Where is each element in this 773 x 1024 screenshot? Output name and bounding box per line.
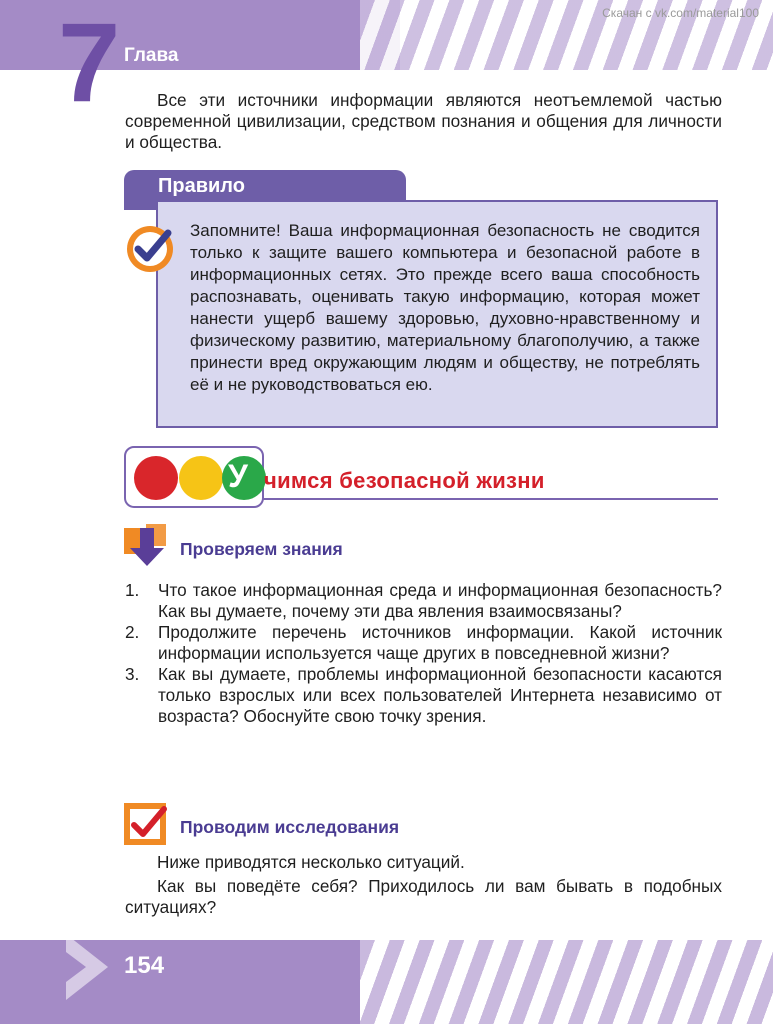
question-item xyxy=(125,580,722,622)
intro-paragraph: Все эти источники информации являются неотъемлемой частью современной цивилизации, средством познания и общения для личности и общества. xyxy=(125,90,722,152)
question-number: 1. xyxy=(125,580,140,600)
rule-title: Правило xyxy=(158,175,245,197)
page-number: 154 xyxy=(124,952,165,979)
footer-band xyxy=(0,940,773,1024)
checkmark-badge-icon xyxy=(124,223,176,275)
red-circle-icon xyxy=(134,456,178,500)
question-number: 2. xyxy=(125,622,140,642)
research-line-1: Ниже приводятся несколько ситуаций. xyxy=(157,852,465,872)
banner-underline xyxy=(262,498,718,500)
question-number: 3. xyxy=(125,664,140,684)
question-text: Продолжите перечень источников информации. Какой источник информации используется чаще других в повседневной жизни? xyxy=(158,622,722,663)
down-arrow-icon xyxy=(124,524,170,570)
questions-list xyxy=(125,580,722,727)
research-line-2: Как вы поведёте себя? Приходилось ли вам бывать в подобных ситуациях? xyxy=(125,876,722,917)
rule-text: Запомните! Ваша информационная безопасность не сводится только к защите вашего компьютера и безопасной работе в информационных сетях. Это прежде всего ваша способность распознавать, оценивать такую информацию, которая может нанести ущерб вашему здоровью, духовно-нравственному и физическому развитию, материальному благополучию, а также принести вред окружающим людям и обществу, не потреблять её и не руководствоваться ею. xyxy=(190,221,700,394)
chevron-right-icon xyxy=(62,932,112,1002)
source-note: Скачан с vk.com/material100 xyxy=(602,6,759,20)
check-box-icon xyxy=(124,803,170,849)
question-item xyxy=(125,664,722,727)
safe-life-title: чимся безопасной жизни xyxy=(264,468,545,493)
question-text: Как вы думаете, проблемы информационной безопасности касаются только взрослых или всех пользователей Интернета независимо от возраста? Обоснуйте свою точку зрения. xyxy=(158,664,722,726)
chapter-label: Глава xyxy=(124,45,179,66)
banner-initial-letter: У xyxy=(228,458,248,494)
question-item xyxy=(125,622,722,664)
chapter-number: 7 xyxy=(58,0,121,125)
question-text: Что такое информационная среда и информационная безопасность? Как вы думаете, почему эти два явления взаимосвязаны? xyxy=(158,580,722,621)
check-knowledge-title: Проверяем знания xyxy=(180,539,343,559)
safe-life-banner xyxy=(124,446,718,508)
yellow-circle-icon xyxy=(179,456,223,500)
footer-stripes xyxy=(360,940,773,1024)
research-title: Проводим исследования xyxy=(180,817,400,837)
